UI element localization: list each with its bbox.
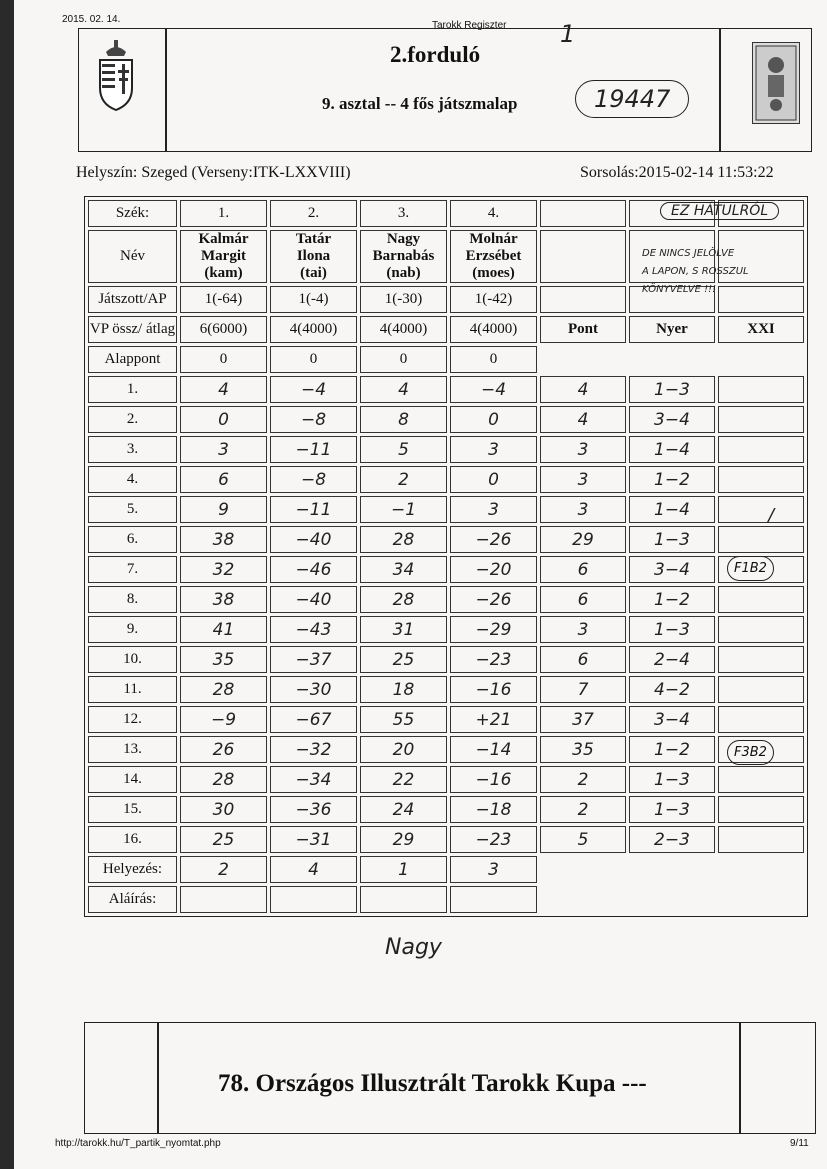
base-1: 0 bbox=[180, 346, 267, 373]
base-3: 0 bbox=[360, 346, 447, 373]
game-rows bbox=[88, 376, 804, 853]
score-p2: −4 bbox=[270, 376, 357, 403]
point: 4 bbox=[540, 376, 626, 403]
footer-title: 78. Országos Illusztrált Tarokk Kupa --- bbox=[218, 1070, 647, 1097]
score-p1: 0 bbox=[180, 406, 267, 433]
vp-row bbox=[88, 316, 804, 343]
blank-cell bbox=[718, 886, 804, 913]
handwritten-round-mark: 1 bbox=[560, 20, 576, 48]
game-number: 13. bbox=[88, 736, 177, 763]
blank-cell bbox=[718, 856, 804, 883]
point: 3 bbox=[540, 436, 626, 463]
game-number: 15. bbox=[88, 796, 177, 823]
blank-cell bbox=[629, 346, 715, 373]
point: 2 bbox=[540, 796, 626, 823]
score-p4: −16 bbox=[450, 766, 537, 793]
score-p1: 26 bbox=[180, 736, 267, 763]
played-1: 1(-64) bbox=[180, 286, 267, 313]
played-4: 1(-42) bbox=[450, 286, 537, 313]
table-row bbox=[88, 586, 804, 613]
score-table bbox=[84, 196, 808, 917]
footer-divider-left bbox=[157, 1023, 159, 1133]
score-p2: −40 bbox=[270, 526, 357, 553]
vp-label: VP össz/ átlag bbox=[88, 316, 177, 343]
game-number: 9. bbox=[88, 616, 177, 643]
placement-1: 2 bbox=[180, 856, 267, 883]
table-row bbox=[88, 766, 804, 793]
signature-4 bbox=[450, 886, 537, 913]
point: 3 bbox=[540, 616, 626, 643]
blank-cell bbox=[540, 346, 626, 373]
score-p4: −26 bbox=[450, 526, 537, 553]
vp-1: 6(6000) bbox=[180, 316, 267, 343]
name-label: Név bbox=[88, 230, 177, 283]
placement-label: Helyezés: bbox=[88, 856, 177, 883]
score-p4: 0 bbox=[450, 406, 537, 433]
score-p1: 25 bbox=[180, 826, 267, 853]
table-row bbox=[88, 616, 804, 643]
col-header-point: Pont bbox=[540, 316, 626, 343]
score-p3: 22 bbox=[360, 766, 447, 793]
score-p2: −8 bbox=[270, 466, 357, 493]
win: 3−4 bbox=[629, 556, 715, 583]
table-row bbox=[88, 526, 804, 553]
circled-note-2: F3B2 bbox=[727, 740, 774, 765]
game-number: 12. bbox=[88, 706, 177, 733]
score-p2: −11 bbox=[270, 436, 357, 463]
win: 3−4 bbox=[629, 706, 715, 733]
base-row bbox=[88, 346, 804, 373]
score-p4: −16 bbox=[450, 676, 537, 703]
print-date: 2015. 02. 14. bbox=[62, 14, 121, 25]
win: 4−2 bbox=[629, 676, 715, 703]
score-p1: 41 bbox=[180, 616, 267, 643]
score-p4: −18 bbox=[450, 796, 537, 823]
game-number: 2. bbox=[88, 406, 177, 433]
seat-4: 4. bbox=[450, 200, 537, 227]
score-p1: 32 bbox=[180, 556, 267, 583]
coat-of-arms-icon bbox=[92, 38, 140, 112]
played-2: 1(-4) bbox=[270, 286, 357, 313]
game-number: 6. bbox=[88, 526, 177, 553]
win: 1−3 bbox=[629, 796, 715, 823]
xxi bbox=[718, 436, 804, 463]
handwritten-table-code: 19447 bbox=[575, 80, 689, 118]
round-title: 2.forduló bbox=[390, 42, 481, 67]
score-p2: −46 bbox=[270, 556, 357, 583]
game-number: 11. bbox=[88, 676, 177, 703]
score-p1: 9 bbox=[180, 496, 267, 523]
score-p4: −4 bbox=[450, 376, 537, 403]
point: 6 bbox=[540, 586, 626, 613]
game-number: 14. bbox=[88, 766, 177, 793]
score-p1: 38 bbox=[180, 526, 267, 553]
point: 6 bbox=[540, 646, 626, 673]
table-row bbox=[88, 556, 804, 583]
game-number: 1. bbox=[88, 376, 177, 403]
game-number: 5. bbox=[88, 496, 177, 523]
score-p1: −9 bbox=[180, 706, 267, 733]
signature-1 bbox=[180, 886, 267, 913]
xxi bbox=[718, 616, 804, 643]
point: 3 bbox=[540, 466, 626, 493]
handwritten-tick: / bbox=[768, 505, 775, 526]
score-p3: 24 bbox=[360, 796, 447, 823]
xxi bbox=[718, 526, 804, 553]
point: 35 bbox=[540, 736, 626, 763]
score-p1: 28 bbox=[180, 676, 267, 703]
score-p1: 35 bbox=[180, 646, 267, 673]
circled-note-1: F1B2 bbox=[727, 556, 774, 581]
score-p3: 2 bbox=[360, 466, 447, 493]
game-number: 4. bbox=[88, 466, 177, 493]
blank-cell bbox=[718, 346, 804, 373]
xxi bbox=[718, 376, 804, 403]
game-number: 16. bbox=[88, 826, 177, 853]
seat-2: 2. bbox=[270, 200, 357, 227]
played-3: 1(-30) bbox=[360, 286, 447, 313]
score-p2: −40 bbox=[270, 586, 357, 613]
placement-2: 4 bbox=[270, 856, 357, 883]
score-p4: −26 bbox=[450, 586, 537, 613]
played-label: Játszott/AP bbox=[88, 286, 177, 313]
table-row bbox=[88, 736, 804, 763]
table-row bbox=[88, 676, 804, 703]
win: 1−4 bbox=[629, 496, 715, 523]
score-p2: −8 bbox=[270, 406, 357, 433]
xxi bbox=[718, 706, 804, 733]
score-p3: 8 bbox=[360, 406, 447, 433]
point: 5 bbox=[540, 826, 626, 853]
score-p1: 38 bbox=[180, 586, 267, 613]
xxi bbox=[718, 496, 804, 523]
signature-2 bbox=[270, 886, 357, 913]
score-p2: −36 bbox=[270, 796, 357, 823]
vp-4: 4(4000) bbox=[450, 316, 537, 343]
table-row bbox=[88, 376, 804, 403]
handwritten-note-back: EZ HÁTULRÓL bbox=[660, 202, 779, 220]
win: 1−3 bbox=[629, 526, 715, 553]
header-divider-left bbox=[165, 29, 167, 151]
score-p1: 3 bbox=[180, 436, 267, 463]
xxi bbox=[718, 796, 804, 823]
score-p3: 4 bbox=[360, 376, 447, 403]
xxi bbox=[718, 676, 804, 703]
score-p2: −31 bbox=[270, 826, 357, 853]
vp-2: 4(4000) bbox=[270, 316, 357, 343]
xxi bbox=[718, 586, 804, 613]
seat-3: 3. bbox=[360, 200, 447, 227]
score-p1: 28 bbox=[180, 766, 267, 793]
seat-1: 1. bbox=[180, 200, 267, 227]
score-p3: 28 bbox=[360, 586, 447, 613]
win: 1−4 bbox=[629, 436, 715, 463]
page-number: 9/11 bbox=[790, 1138, 809, 1149]
score-p4: +21 bbox=[450, 706, 537, 733]
point: 29 bbox=[540, 526, 626, 553]
header-divider-right bbox=[719, 29, 721, 151]
placement-row bbox=[88, 856, 804, 883]
empty-cell bbox=[540, 230, 626, 283]
score-p4: −23 bbox=[450, 826, 537, 853]
signature-row bbox=[88, 886, 804, 913]
score-p4: −20 bbox=[450, 556, 537, 583]
base-2: 0 bbox=[270, 346, 357, 373]
placement-3: 1 bbox=[360, 856, 447, 883]
score-p4: 3 bbox=[450, 496, 537, 523]
footer-divider-right bbox=[739, 1023, 741, 1133]
score-p3: −1 bbox=[360, 496, 447, 523]
xxi bbox=[718, 406, 804, 433]
table-row bbox=[88, 646, 804, 673]
score-p2: −37 bbox=[270, 646, 357, 673]
blank-cell bbox=[540, 856, 626, 883]
player-3-name: Nagy Barnabás (nab) bbox=[360, 230, 447, 283]
game-number: 7. bbox=[88, 556, 177, 583]
point: 4 bbox=[540, 406, 626, 433]
point: 3 bbox=[540, 496, 626, 523]
score-p3: 18 bbox=[360, 676, 447, 703]
score-p2: −43 bbox=[270, 616, 357, 643]
win: 1−2 bbox=[629, 736, 715, 763]
empty-cell bbox=[540, 286, 626, 313]
score-p4: 3 bbox=[450, 436, 537, 463]
xxi bbox=[718, 826, 804, 853]
table-row bbox=[88, 706, 804, 733]
print-url: http://tarokk.hu/T_partik_nyomtat.php bbox=[55, 1138, 221, 1149]
win: 1−2 bbox=[629, 466, 715, 493]
score-p4: 0 bbox=[450, 466, 537, 493]
score-p3: 55 bbox=[360, 706, 447, 733]
handwritten-note-comment: DE NINCS JELÖLVE A LAPON, S ROSSZUL KÖNYVELVE !!! bbox=[642, 248, 749, 295]
xxi bbox=[718, 646, 804, 673]
point: 6 bbox=[540, 556, 626, 583]
score-p2: −67 bbox=[270, 706, 357, 733]
register-title: Tarokk Regiszter bbox=[432, 20, 507, 31]
score-p3: 34 bbox=[360, 556, 447, 583]
blank-cell bbox=[629, 856, 715, 883]
col-header-win: Nyer bbox=[629, 316, 715, 343]
table-row bbox=[88, 796, 804, 823]
signature-label: Aláírás: bbox=[88, 886, 177, 913]
score-p2: −30 bbox=[270, 676, 357, 703]
venue-line: Helyszín: Szeged (Verseny:ITK-LXXVIII) bbox=[76, 164, 351, 181]
tarot-card-icon bbox=[752, 42, 800, 124]
base-label: Alappont bbox=[88, 346, 177, 373]
player-2-name: Tatár Ilona (tai) bbox=[270, 230, 357, 283]
scan-edge bbox=[0, 0, 14, 1169]
blank-cell bbox=[540, 886, 626, 913]
player-1-name: Kalmár Margit (kam) bbox=[180, 230, 267, 283]
player-4-name: Molnár Erzsébet (moes) bbox=[450, 230, 537, 283]
placement-4: 3 bbox=[450, 856, 537, 883]
seat-label: Szék: bbox=[88, 200, 177, 227]
handwritten-signature: Nagy bbox=[385, 935, 442, 960]
table-subtitle: 9. asztal -- 4 fős játszmalap bbox=[322, 94, 518, 113]
base-4: 0 bbox=[450, 346, 537, 373]
vp-3: 4(4000) bbox=[360, 316, 447, 343]
score-p1: 4 bbox=[180, 376, 267, 403]
xxi bbox=[718, 766, 804, 793]
game-number: 3. bbox=[88, 436, 177, 463]
point: 2 bbox=[540, 766, 626, 793]
score-p1: 30 bbox=[180, 796, 267, 823]
score-p3: 5 bbox=[360, 436, 447, 463]
score-p3: 25 bbox=[360, 646, 447, 673]
score-p3: 31 bbox=[360, 616, 447, 643]
score-p3: 28 bbox=[360, 526, 447, 553]
win: 1−2 bbox=[629, 586, 715, 613]
table-row bbox=[88, 406, 804, 433]
win: 2−3 bbox=[629, 826, 715, 853]
xxi bbox=[718, 466, 804, 493]
game-number: 8. bbox=[88, 586, 177, 613]
game-number: 10. bbox=[88, 646, 177, 673]
draw-timestamp: Sorsolás:2015-02-14 11:53:22 bbox=[580, 164, 774, 181]
blank-cell bbox=[629, 886, 715, 913]
col-header-xxi: XXI bbox=[718, 316, 804, 343]
score-p2: −11 bbox=[270, 496, 357, 523]
empty-cell bbox=[540, 200, 626, 227]
score-p4: −29 bbox=[450, 616, 537, 643]
win: 1−3 bbox=[629, 616, 715, 643]
score-p3: 20 bbox=[360, 736, 447, 763]
win: 3−4 bbox=[629, 406, 715, 433]
score-p3: 29 bbox=[360, 826, 447, 853]
score-p4: −14 bbox=[450, 736, 537, 763]
table-row bbox=[88, 466, 804, 493]
win: 2−4 bbox=[629, 646, 715, 673]
table-row bbox=[88, 436, 804, 463]
win: 1−3 bbox=[629, 376, 715, 403]
win: 1−3 bbox=[629, 766, 715, 793]
score-p1: 6 bbox=[180, 466, 267, 493]
score-p2: −32 bbox=[270, 736, 357, 763]
score-p2: −34 bbox=[270, 766, 357, 793]
point: 37 bbox=[540, 706, 626, 733]
signature-3 bbox=[360, 886, 447, 913]
table-row bbox=[88, 826, 804, 853]
point: 7 bbox=[540, 676, 626, 703]
score-p4: −23 bbox=[450, 646, 537, 673]
table-row bbox=[88, 496, 804, 523]
